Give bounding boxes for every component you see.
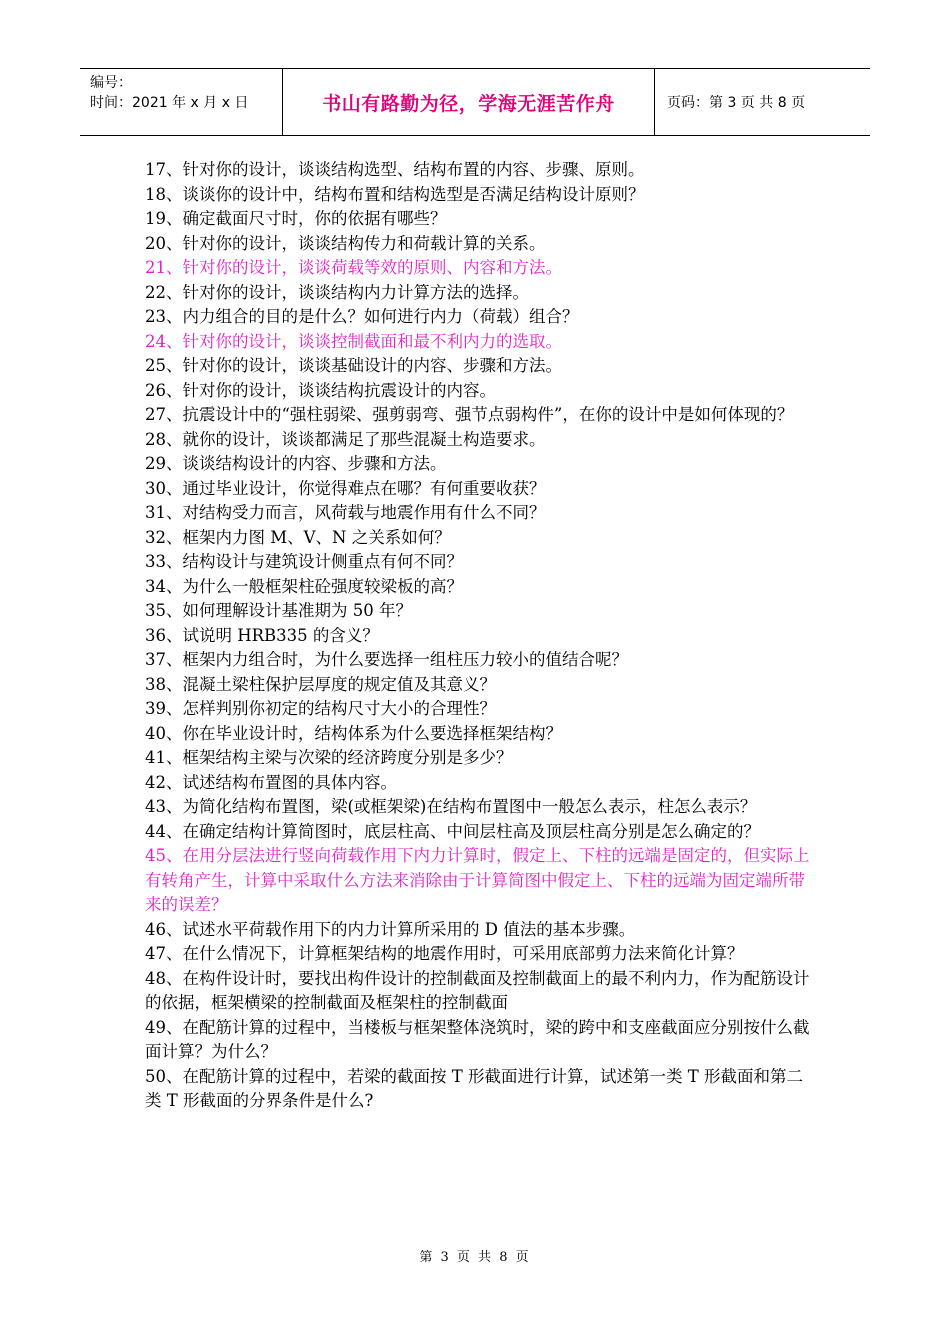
- footer-page-number: 第 3 页 共 8 页: [419, 1250, 531, 1265]
- question-item: 18、谈谈你的设计中，结构布置和结构选型是否满足结构设计原则？: [145, 184, 645, 204]
- question-item: 35、如何理解设计基准期为 50 年？: [145, 601, 412, 620]
- question-item: 20、针对你的设计，谈谈结构传力和荷载计算的关系。: [145, 233, 546, 253]
- question-item: 44、在确定结构计算简图时，底层柱高、中间层柱高及顶层柱高分别是怎么确定的？: [145, 821, 760, 841]
- question-item: 45、在用分层法进行竖向荷载作用下内力计算时，假定上、下柱的远端是固定的，但实际上有转角产生，计算中采取什么方法来消除由于计算简图中假定上、下柱的远端为固定端所带来的误差？: [145, 846, 810, 914]
- question-item: 33、结构设计与建筑设计侧重点有何不同？: [145, 552, 463, 571]
- question-item: 43、为简化结构布置图，梁(或框架梁)在结构布置图中一般怎么表示，柱怎么表示？: [145, 797, 757, 816]
- question-item: 32、框架内力图 M、V、N 之关系如何？: [145, 527, 451, 547]
- question-item: 48、在构件设计时，要找出构件设计的控制截面及控制截面上的最不利内力，作为配筋设计的依据，框架横梁的控制截面及框架柱的控制截面: [145, 968, 810, 1012]
- question-item: 37、框架内力组合时，为什么要选择一组柱压力较小的值结合呢？: [145, 650, 628, 669]
- question-item: 30、通过毕业设计，你觉得难点在哪？有何重要收获？: [145, 478, 546, 498]
- question-item: 19、确定截面尺寸时，你的依据有哪些？: [145, 209, 447, 228]
- question-list: [145, 158, 815, 1114]
- question-item: 39、怎样判别你初定的结构尺寸大小的合理性？: [145, 699, 496, 718]
- header-meta-cell: [80, 69, 283, 135]
- question-item: 28、就你的设计，谈谈都满足了那些混凝土构造要求。: [145, 429, 546, 449]
- question-item: 25、针对你的设计，谈谈基础设计的内容、步骤和方法。: [145, 356, 562, 375]
- page-header: [80, 68, 870, 136]
- question-item: 21、针对你的设计，谈谈荷载等效的原则、内容和方法。: [145, 258, 562, 277]
- page-info: 页码：第 3 页 共 8 页: [667, 95, 806, 111]
- header-motto-cell: [283, 69, 655, 135]
- question-item: 17、针对你的设计，谈谈结构选型、结构布置的内容、步骤、原则。: [145, 160, 645, 179]
- question-item: 34、为什么一般框架柱砼强度较梁板的高？: [145, 576, 463, 596]
- question-item: 40、你在毕业设计时，结构体系为什么要选择框架结构？: [145, 723, 562, 743]
- question-item: 31、对结构受力而言，风荷载与地震作用有什么不同？: [145, 503, 546, 522]
- question-item: 23、内力组合的目的是什么？如何进行内力（荷载）组合？: [145, 307, 579, 326]
- question-item: 26、针对你的设计，谈谈结构抗震设计的内容。: [145, 380, 496, 400]
- header-page-cell: [655, 69, 870, 135]
- motto-text: 书山有路勤为径，学海无涯苦作舟: [322, 92, 615, 115]
- question-item: 49、在配筋计算的过程中，当楼板与框架整体浇筑时，梁的跨中和支座截面应分别按什么截面计算？为什么？: [145, 1017, 810, 1061]
- question-item: 38、混凝土梁柱保护层厚度的规定值及其意义？: [145, 674, 496, 694]
- question-item: 22、针对你的设计，谈谈结构内力计算方法的选择。: [145, 282, 529, 302]
- question-item: 41、框架结构主梁与次梁的经济跨度分别是多少？: [145, 748, 513, 767]
- page-footer: [0, 1246, 950, 1265]
- question-item: 29、谈谈结构设计的内容、步骤和方法。: [145, 454, 447, 473]
- question-item: 42、试述结构布置图的具体内容。: [145, 772, 397, 792]
- serial-label: 编号：: [90, 75, 132, 91]
- question-item: 50、在配筋计算的过程中，若梁的截面按 T 形截面进行计算，试述第一类 T 形截面和第二类 T 形截面的分界条件是什么?: [145, 1066, 803, 1110]
- question-item: 27、抗震设计中的“强柱弱梁、强剪弱弯、强节点弱构件”，在你的设计中是如何体现的？: [145, 405, 794, 424]
- question-item: 36、试说明 HRB335 的含义？: [145, 625, 379, 645]
- question-item: 47、在什么情况下，计算框架结构的地震作用时，可采用底部剪力法来简化计算？: [145, 944, 744, 963]
- question-item: 46、试述水平荷载作用下的内力计算所采用的 D 值法的基本步骤。: [145, 919, 636, 939]
- question-item: 24、针对你的设计，谈谈控制截面和最不利内力的选取。: [145, 331, 562, 351]
- time-label: 时间：2021 年 x 月 x 日: [90, 95, 249, 111]
